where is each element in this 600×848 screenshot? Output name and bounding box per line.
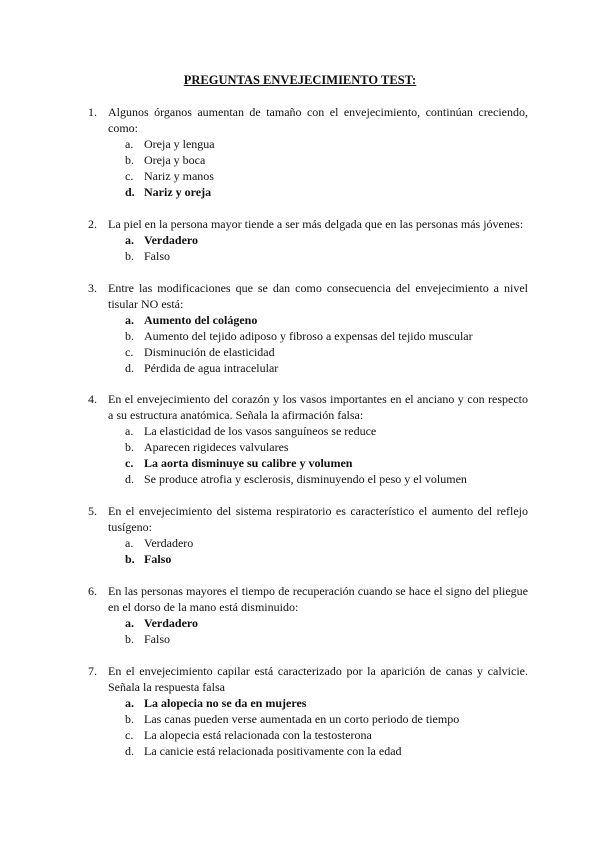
option-item: [88, 535, 528, 551]
option-letter: b.: [125, 632, 134, 646]
question-text: La piel en la persona mayor tiende a ser más delgada que en las personas más jóvenes:: [108, 217, 524, 231]
option-letter: a.: [125, 424, 134, 438]
option-letter: c.: [125, 169, 134, 183]
option-item: [88, 248, 528, 264]
option-text: Aparecen rigideces valvulares: [144, 440, 289, 454]
option-text: Verdadero: [144, 536, 194, 550]
question-text: En las personas mayores el tiempo de recuperación cuando se hace el signo del pliegue en el dorso de la mano está disminuido:: [108, 584, 528, 614]
option-letter: d.: [125, 744, 134, 758]
option-item: [88, 312, 528, 328]
option-text: Falso: [144, 632, 171, 646]
option-item: [88, 551, 528, 567]
option-item: [88, 631, 528, 647]
option-item: [88, 152, 528, 168]
question-text: En el envejecimiento del corazón y los vasos importantes en el anciano y con respecto a su estructura anatómica. Señala la afirmación falsa:: [108, 392, 528, 422]
question-text: Entre las modificaciones que se dan como consecuencia del envejecimiento a nivel tisular NO está:: [108, 281, 528, 311]
option-text: La elasticidad de los vasos sanguíneos se reduce: [144, 424, 377, 438]
option-item: [88, 423, 528, 439]
option-text: La canicie está relacionada positivamente con la edad: [144, 744, 402, 758]
option-item: [88, 232, 528, 248]
option-item: [88, 727, 528, 743]
question-text: En el envejecimiento capilar está caracterizado por la aparición de canas y calvicie. Señala la respuesta falsa: [108, 664, 528, 694]
option-text: Oreja y lengua: [144, 137, 215, 151]
question-text: Algunos órganos aumentan de tamaño con el envejecimiento, continúan creciendo, como:: [108, 105, 528, 135]
option-letter: a.: [125, 233, 134, 247]
option-letter: c.: [125, 728, 134, 742]
option-letter: a.: [125, 696, 134, 710]
question-number: 6.: [88, 584, 97, 598]
option-text: Aumento del colágeno: [144, 313, 258, 327]
question-2: [88, 216, 528, 264]
option-item: [88, 184, 528, 200]
page-title: PREGUNTAS ENVEJECIMIENTO TEST:: [183, 73, 417, 87]
option-item: [88, 439, 528, 455]
question-number: 4.: [88, 392, 97, 406]
question-7: [88, 663, 528, 759]
option-item: [88, 360, 528, 376]
option-text: Falso: [144, 552, 172, 566]
question-number: 3.: [88, 281, 97, 295]
option-text: Las canas pueden verse aumentada en un corto periodo de tiempo: [144, 712, 460, 726]
option-item: [88, 344, 528, 360]
question-number: 5.: [88, 504, 97, 518]
option-text: Verdadero: [144, 233, 198, 247]
option-letter: c.: [125, 345, 134, 359]
option-item: [88, 136, 528, 152]
question-text: En el envejecimiento del sistema respiratorio es característico el aumento del reflejo tusígeno:: [108, 504, 528, 534]
option-text: Oreja y boca: [144, 153, 206, 167]
option-letter: a.: [125, 137, 134, 151]
option-letter: a.: [125, 536, 134, 550]
option-letter: d.: [125, 361, 134, 375]
option-text: Se produce atrofia y esclerosis, disminuyendo el peso y el volumen: [144, 472, 467, 486]
option-letter: b.: [125, 329, 134, 343]
option-text: Nariz y oreja: [144, 185, 212, 199]
question-3: [88, 280, 528, 376]
option-text: Falso: [144, 249, 171, 263]
option-text: Pérdida de agua intracelular: [144, 361, 279, 375]
option-text: La aorta disminuye su calibre y volumen: [144, 456, 353, 470]
option-item: [88, 455, 528, 471]
option-letter: b.: [125, 440, 134, 454]
option-item: [88, 711, 528, 727]
option-letter: d.: [125, 185, 135, 199]
option-item: [88, 328, 528, 344]
option-text: La alopecia no se da en mujeres: [144, 696, 307, 710]
option-letter: b.: [125, 249, 134, 263]
option-letter: d.: [125, 472, 134, 486]
question-5: [88, 503, 528, 567]
option-text: Verdadero: [144, 616, 198, 630]
question-number: 1.: [88, 105, 97, 119]
option-item: [88, 168, 528, 184]
option-letter: c.: [125, 456, 134, 470]
option-letter: a.: [125, 313, 134, 327]
question-4: [88, 391, 528, 487]
question-number: 2.: [88, 217, 97, 231]
question-number: 7.: [88, 664, 97, 678]
option-text: Aumento del tejido adiposo y fibroso a expensas del tejido muscular: [144, 329, 473, 343]
option-letter: b.: [125, 712, 134, 726]
question-6: [88, 583, 528, 647]
option-letter: a.: [125, 616, 134, 630]
option-letter: b.: [125, 552, 135, 566]
option-item: [88, 471, 528, 487]
option-text: Disminución de elasticidad: [144, 345, 275, 359]
option-item: [88, 695, 528, 711]
option-text: La alopecia está relacionada con la testosterona: [144, 728, 372, 742]
option-text: Nariz y manos: [144, 169, 214, 183]
option-item: [88, 615, 528, 631]
option-letter: b.: [125, 153, 134, 167]
question-1: [88, 104, 528, 200]
option-item: [88, 743, 528, 759]
